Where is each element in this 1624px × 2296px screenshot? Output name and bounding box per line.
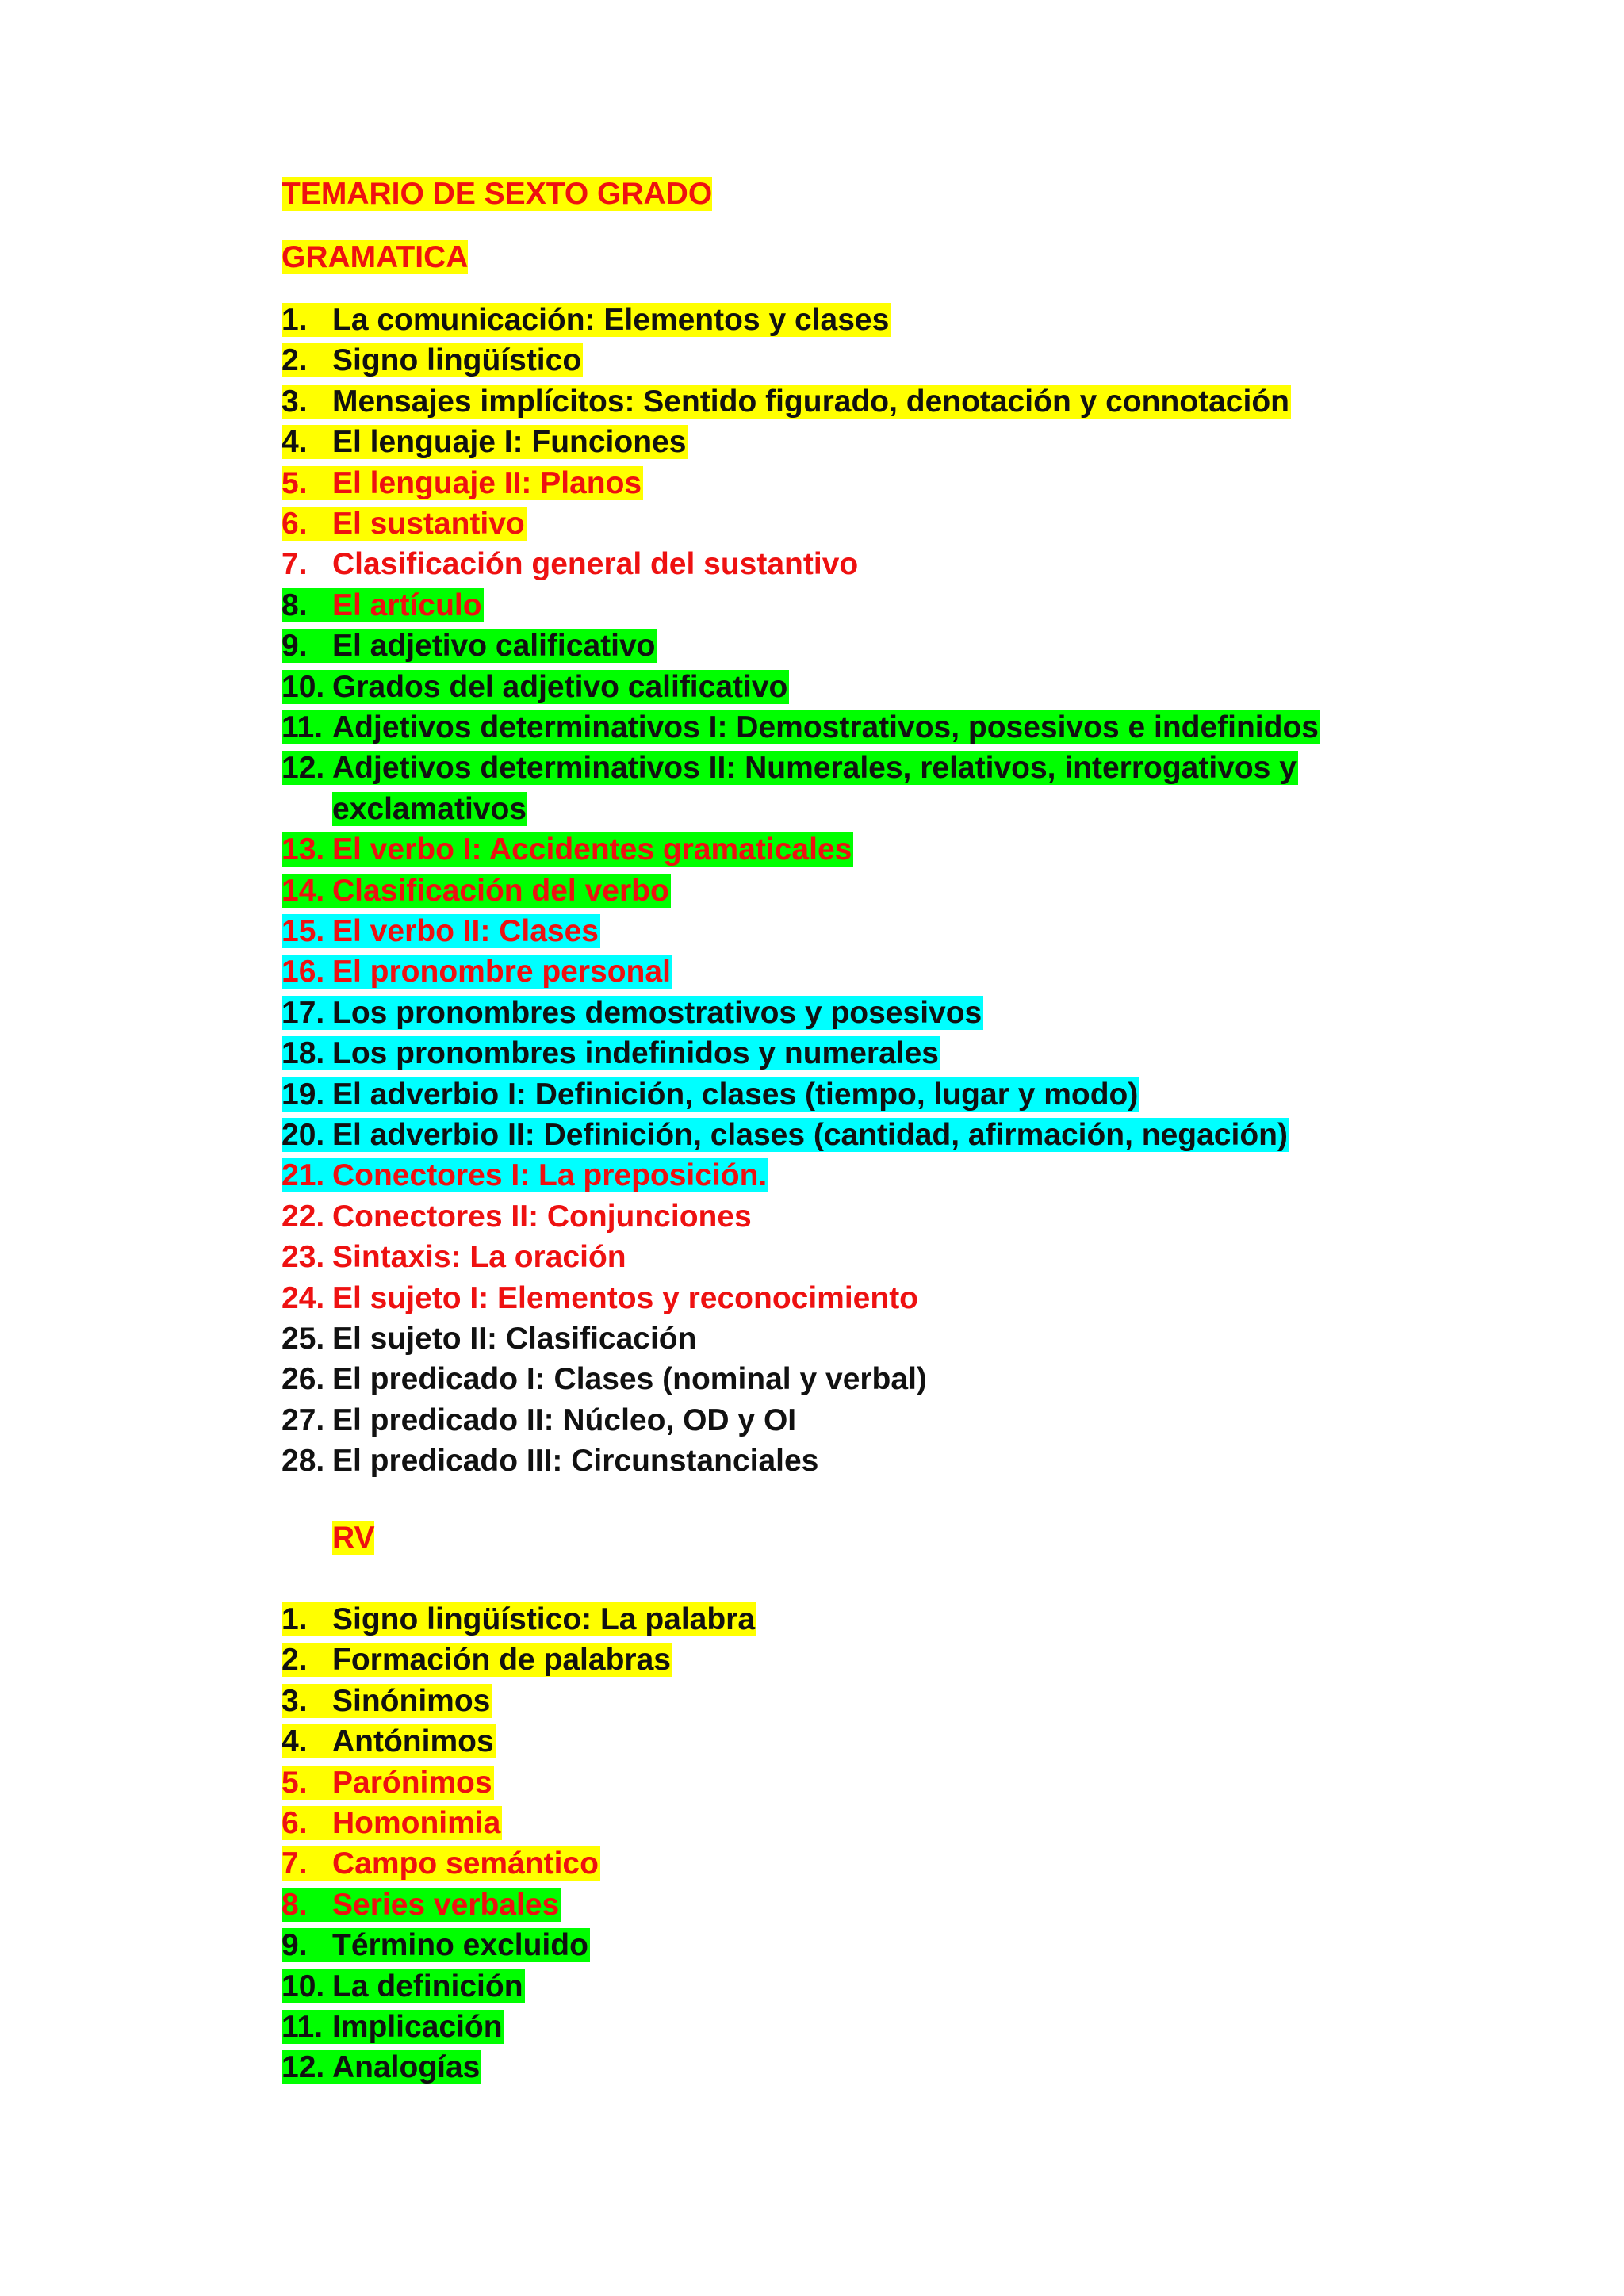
list-item-number: 8. xyxy=(282,1887,308,1922)
list-item-highlight xyxy=(282,1158,768,1192)
list-item-highlight xyxy=(282,1846,600,1881)
list-item xyxy=(282,503,527,545)
list-item xyxy=(282,2047,481,2088)
list-item xyxy=(282,1196,753,1238)
list-item-highlight xyxy=(282,466,643,500)
list-item xyxy=(282,707,1320,748)
list-item-text: El artículo xyxy=(332,587,482,622)
list-item-text: La comunicación: Elementos y clases xyxy=(332,303,890,337)
list-item xyxy=(282,1640,672,1681)
list-item-number: 4. xyxy=(282,1724,308,1759)
list-item xyxy=(282,1400,798,1441)
list-item-text: El adjetivo calificativo xyxy=(332,629,656,664)
list-item-highlight xyxy=(282,1322,698,1356)
list-item-number: 19. xyxy=(282,1077,325,1112)
list-item-text: Formación de palabras xyxy=(332,1643,671,1678)
list-item-highlight xyxy=(282,1888,561,1922)
list-item-number: 10. xyxy=(282,1969,325,2003)
list-item-highlight xyxy=(282,588,484,622)
list-item-number: 6. xyxy=(282,1806,308,1840)
list-item-text: El predicado II: Núcleo, OD y OI xyxy=(332,1402,797,1437)
list-item-highlight xyxy=(282,1928,590,1962)
list-item-text: Campo semántico xyxy=(332,1846,599,1881)
list-item-text: El lenguaje II: Planos xyxy=(332,465,642,500)
list-item-highlight xyxy=(282,1362,929,1396)
list-item xyxy=(282,626,657,667)
list-item xyxy=(282,1721,496,1762)
list-item-number: 2. xyxy=(282,343,308,378)
list-item-text: La definición xyxy=(332,1969,523,2003)
list-item-number: 10. xyxy=(282,669,325,704)
section-heading-gramatica: GRAMATICA xyxy=(282,240,469,274)
list-item-text: Signo lingüístico xyxy=(332,343,582,378)
list-item xyxy=(282,585,484,626)
list-item-number: 14. xyxy=(282,873,325,908)
list-item xyxy=(282,1843,600,1885)
list-item-highlight xyxy=(282,425,688,459)
list-item-highlight xyxy=(282,507,527,541)
list-item xyxy=(282,340,583,381)
list-item xyxy=(282,1599,756,1640)
list-item-number: 7. xyxy=(282,1846,308,1881)
list-item xyxy=(282,463,643,504)
list-item xyxy=(282,1318,698,1360)
list-item-number: 28. xyxy=(282,1444,325,1479)
list-item xyxy=(282,1885,561,1926)
list-item-number: 25. xyxy=(282,1322,325,1356)
list-item xyxy=(282,2007,504,2048)
list-item-continuation xyxy=(332,789,527,830)
list-item xyxy=(282,748,1298,789)
list-item-number: 3. xyxy=(282,384,308,419)
list-item-text: Conectores II: Conjunciones xyxy=(332,1199,752,1234)
list-item xyxy=(282,871,671,912)
list-item-number: 5. xyxy=(282,1765,308,1800)
list-item-text: Sintaxis: La oración xyxy=(332,1240,626,1275)
list-item-highlight xyxy=(282,955,672,989)
list-item-number: 9. xyxy=(282,629,308,664)
list-item xyxy=(282,951,672,993)
list-item xyxy=(282,829,853,871)
list-item-highlight xyxy=(282,1444,820,1478)
list-item-highlight xyxy=(282,1036,940,1070)
list-item-number: 16. xyxy=(282,955,325,989)
list-item xyxy=(282,911,600,952)
list-item-highlight xyxy=(282,2050,481,2084)
list-item-text: El predicado I: Clases (nominal y verbal) xyxy=(332,1362,927,1397)
list-item-number: 11. xyxy=(282,2010,324,2044)
list-item-text: Signo lingüístico: La palabra xyxy=(332,1602,756,1636)
list-item-number: 3. xyxy=(282,1683,308,1718)
list-item-highlight xyxy=(282,547,860,581)
list-item-highlight xyxy=(282,1077,1139,1112)
list-item-number: 24. xyxy=(282,1280,325,1315)
list-item xyxy=(282,993,983,1034)
list-item-highlight xyxy=(282,832,853,867)
list-item xyxy=(282,1359,929,1400)
list-item xyxy=(282,1681,492,1722)
list-item xyxy=(282,1033,940,1074)
list-item-highlight xyxy=(282,1684,492,1718)
list-item-highlight xyxy=(282,751,1298,785)
list-item-number: 15. xyxy=(282,914,325,948)
list-item xyxy=(282,1925,590,1966)
list-item-highlight xyxy=(282,1969,525,2003)
list-item-text: Homonimia xyxy=(332,1806,501,1840)
list-item-text: El sujeto I: Elementos y reconocimiento xyxy=(332,1280,919,1315)
list-item-highlight xyxy=(282,710,1320,744)
list-item-number: 4. xyxy=(282,425,308,460)
list-item xyxy=(282,544,860,585)
list-item xyxy=(282,1115,1289,1156)
list-item-text: Conectores I: La preposición. xyxy=(332,1158,768,1193)
list-item-text: Los pronombres indefinidos y numerales xyxy=(332,1036,939,1071)
list-item-highlight xyxy=(282,385,1291,419)
list-item xyxy=(282,300,891,341)
list-item-number: 6. xyxy=(282,507,308,541)
list-item-text: Mensajes implícitos: Sentido figurado, denotación y connotación xyxy=(332,384,1289,419)
list-item-number: 22. xyxy=(282,1199,325,1234)
list-item-number: 12. xyxy=(282,751,325,786)
list-item-text: Implicación xyxy=(332,2010,503,2044)
list-item-highlight xyxy=(282,1200,753,1234)
list-item-highlight xyxy=(282,1403,798,1437)
list-item xyxy=(282,667,789,708)
list-item xyxy=(282,1155,768,1196)
list-item-number: 1. xyxy=(282,303,308,337)
list-item-text: Clasificación general del sustantivo xyxy=(332,547,859,582)
list-item-highlight xyxy=(282,1806,502,1840)
list-item-number: 5. xyxy=(282,465,308,500)
list-item-text: Grados del adjetivo calificativo xyxy=(332,669,788,704)
list-item xyxy=(282,422,688,463)
list-item-text: El verbo I: Accidentes gramaticales xyxy=(332,832,852,867)
list-item-number: 17. xyxy=(282,995,325,1030)
list-item-highlight xyxy=(282,2010,504,2044)
list-item-text: El sustantivo xyxy=(332,507,525,541)
list-item-text: Adjetivos determinativos II: Numerales, relativos, interrogativos y xyxy=(332,751,1297,786)
list-item-highlight xyxy=(282,303,891,337)
list-item-highlight xyxy=(282,1724,496,1758)
list-item-number: 20. xyxy=(282,1118,325,1152)
list-item-number: 13. xyxy=(282,832,325,867)
list-item xyxy=(282,1278,920,1319)
list-item-highlight xyxy=(282,1118,1289,1152)
list-item xyxy=(282,1762,494,1804)
list-item-text: El lenguaje I: Funciones xyxy=(332,425,687,460)
list-item-text: Adjetivos determinativos I: Demostrativos, posesivos e indefinidos xyxy=(332,710,1319,744)
list-item-text: Parónimos xyxy=(332,1765,492,1800)
list-item-highlight xyxy=(282,629,657,663)
list-item-highlight xyxy=(282,1602,756,1636)
list-item-text: Clasificación del verbo xyxy=(332,873,669,908)
list-item-text: Analogías xyxy=(332,2050,481,2085)
list-item-number: 12. xyxy=(282,2050,325,2085)
list-item xyxy=(282,1074,1139,1115)
list-item-number: 9. xyxy=(282,1928,308,1963)
list-item-number: 2. xyxy=(282,1643,308,1678)
list-item xyxy=(282,1441,820,1482)
list-item-number: 18. xyxy=(282,1036,325,1071)
list-item-highlight xyxy=(282,1643,672,1677)
list-item-text: El verbo II: Clases xyxy=(332,914,599,948)
list-item-highlight xyxy=(282,1281,920,1315)
list-item-text: Los pronombres demostrativos y posesivos xyxy=(332,995,982,1030)
list-item-highlight xyxy=(282,343,583,377)
list-item xyxy=(282,1966,525,2007)
list-item-text: Término excluido xyxy=(332,1928,588,1963)
document-title: TEMARIO DE SEXTO GRADO xyxy=(282,177,713,211)
list-item xyxy=(282,1237,628,1278)
list-item-text: El adverbio I: Definición, clases (tiempo, lugar y modo) xyxy=(332,1077,1139,1112)
list-item xyxy=(282,381,1291,423)
list-item-highlight xyxy=(282,996,983,1030)
list-item-highlight xyxy=(282,670,789,704)
list-item-highlight xyxy=(282,1766,494,1800)
list-item-text: Antónimos xyxy=(332,1724,494,1759)
list-item-text: Series verbales xyxy=(332,1887,560,1922)
list-item-highlight xyxy=(282,1240,628,1274)
list-item-number: 23. xyxy=(282,1240,325,1275)
list-item-text: El sujeto II: Clasificación xyxy=(332,1322,697,1356)
list-item-highlight xyxy=(282,874,671,908)
list-item-number: 21. xyxy=(282,1158,325,1193)
list-item-number: 1. xyxy=(282,1602,308,1636)
section-heading-rv: RV xyxy=(332,1521,375,1555)
list-item-text: Sinónimos xyxy=(332,1683,491,1718)
list-item xyxy=(282,1803,502,1844)
list-item-highlight xyxy=(282,914,600,948)
list-item-number: 8. xyxy=(282,587,308,622)
list-item-continuation-text: exclamativos xyxy=(332,791,527,826)
list-item-text: El pronombre personal xyxy=(332,955,671,989)
list-item-number: 27. xyxy=(282,1402,325,1437)
list-item-number: 11. xyxy=(282,710,324,744)
list-item-number: 7. xyxy=(282,547,308,582)
list-item-number: 26. xyxy=(282,1362,325,1397)
list-item-text: El adverbio II: Definición, clases (cantidad, afirmación, negación) xyxy=(332,1118,1288,1152)
list-item-text: El predicado III: Circunstanciales xyxy=(332,1444,819,1479)
